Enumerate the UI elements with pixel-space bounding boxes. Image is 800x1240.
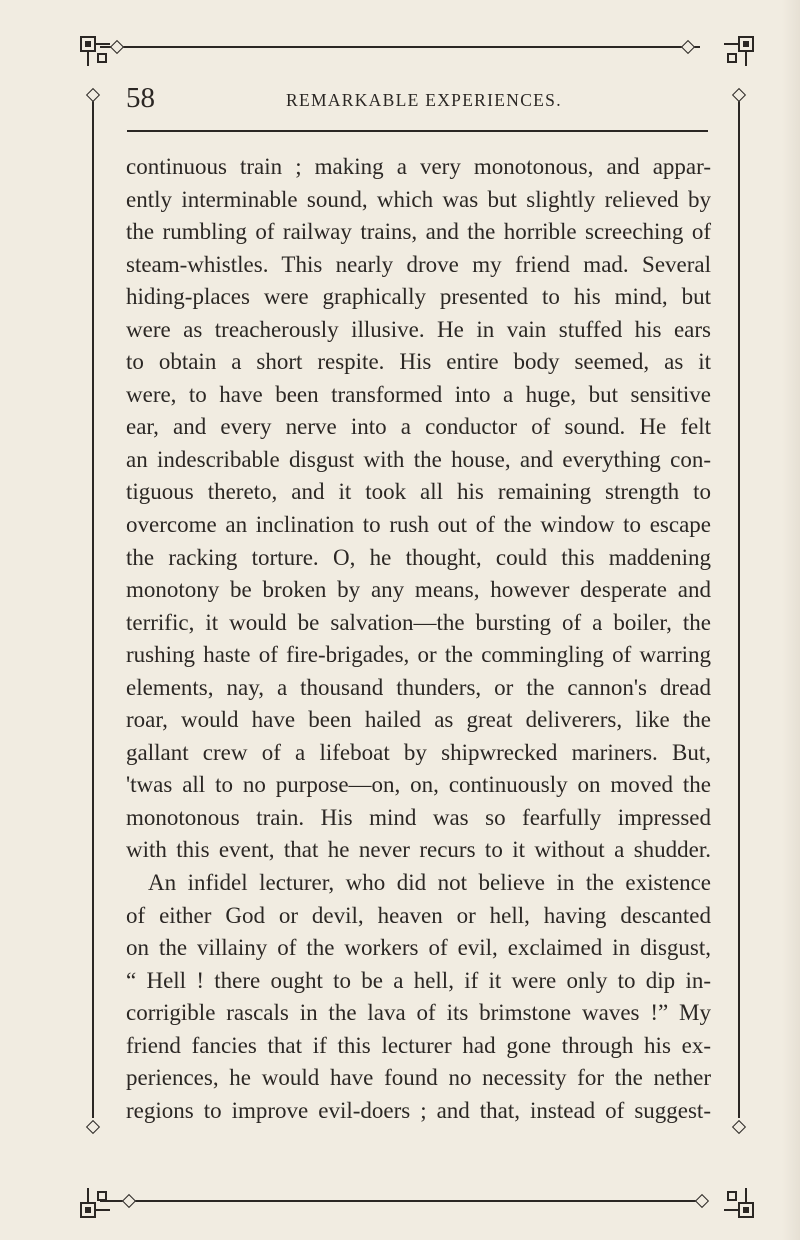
text-line: an indescribable disgust with the house, and everything con-: [126, 446, 711, 472]
text-line: “ Hell ! there ought to be a hell, if it were only to dip in-: [126, 967, 711, 993]
text-line: were as treacherously illusive. He in vain stuffed his ears: [126, 316, 711, 342]
diamond-ornament-icon: [695, 1194, 709, 1208]
ornamental-corner-icon: [720, 1184, 756, 1220]
text-line: to obtain a short respite. His entire body seemed, as it: [126, 349, 711, 375]
frame-left-rule: [92, 98, 94, 1118]
body-text: [126, 151, 711, 1127]
text-line: regions to improve evil-doers ; and that, instead of suggest-: [126, 1097, 711, 1123]
text-line: rushing haste of fire-brigades, or the commingling of warring: [126, 642, 711, 668]
text-line: the racking torture. O, he thought, could this maddening: [126, 544, 711, 570]
text-line: continuous train ; making a very monotonous, and appar-: [126, 154, 711, 179]
page-edge-shadow: [782, 0, 800, 1240]
text-line: overcome an inclination to rush out of the window to escape: [126, 512, 711, 538]
text-line: hiding-places were graphically presented to his mind, but: [126, 284, 711, 310]
text-line: terrific, it would be salvation—the bursting of a boiler, the: [126, 609, 711, 635]
text-line: periences, he would have found no necessity for the nether: [126, 1065, 711, 1091]
page-header: [126, 80, 710, 120]
text-line: on the villainy of the workers of evil, exclaimed in disgust,: [126, 935, 711, 961]
text-line: of either God or devil, heaven or hell, having descanted: [126, 902, 711, 928]
text-line: roar, would have been hailed as great deliverers, like the: [126, 707, 711, 733]
text-line: ently interminable sound, which was but slightly relieved by: [126, 186, 711, 212]
ornamental-corner-icon: [78, 34, 114, 70]
text-line: corrigible rascals in the lava of its brimstone waves !” My: [126, 1000, 711, 1026]
text-line: tiguous thereto, and it took all his remaining strength to: [126, 479, 711, 505]
diamond-ornament-icon: [86, 1120, 100, 1134]
running-title: REMARKABLE EXPERIENCES.: [286, 90, 562, 110]
text-line: with this event, that he never recurs to it without a shudder.: [126, 837, 711, 863]
diamond-ornament-icon: [681, 40, 695, 54]
paragraph-start-line: An infidel lecturer, who did not believe in the existence: [148, 870, 711, 896]
text-line: friend fancies that if this lecturer had gone through his ex-: [126, 1032, 711, 1058]
text-line: 'twas all to no purpose—on, on, continuously on moved the: [126, 772, 711, 798]
text-line: were, to have been transformed into a huge, but sensitive: [126, 381, 711, 407]
text-line: monotonous train. His mind was so fearfully impressed: [126, 804, 711, 830]
text-line: steam-whistles. This nearly drove my friend mad. Several: [126, 251, 711, 277]
diamond-ornament-icon: [86, 88, 100, 102]
text-line: monotony be broken by any means, however desperate and: [126, 577, 711, 603]
diamond-ornament-icon: [732, 88, 746, 102]
frame-bottom-rule: [100, 1200, 700, 1202]
text-line: gallant crew of a lifeboat by shipwrecked mariners. But,: [126, 739, 711, 765]
frame-top-rule: [100, 46, 700, 48]
diamond-ornament-icon: [732, 1120, 746, 1134]
ornamental-corner-icon: [78, 1184, 114, 1220]
text-line: the rumbling of railway trains, and the horrible screeching of: [126, 219, 711, 245]
text-line: elements, nay, a thousand thunders, or the cannon's dread: [126, 674, 711, 700]
page-number: 58: [126, 82, 155, 114]
diamond-ornament-icon: [122, 1194, 136, 1208]
ornamental-corner-icon: [720, 34, 756, 70]
text-line: ear, and every nerve into a conductor of sound. He felt: [126, 414, 711, 440]
frame-right-rule: [738, 98, 740, 1118]
header-rule: [127, 130, 708, 132]
